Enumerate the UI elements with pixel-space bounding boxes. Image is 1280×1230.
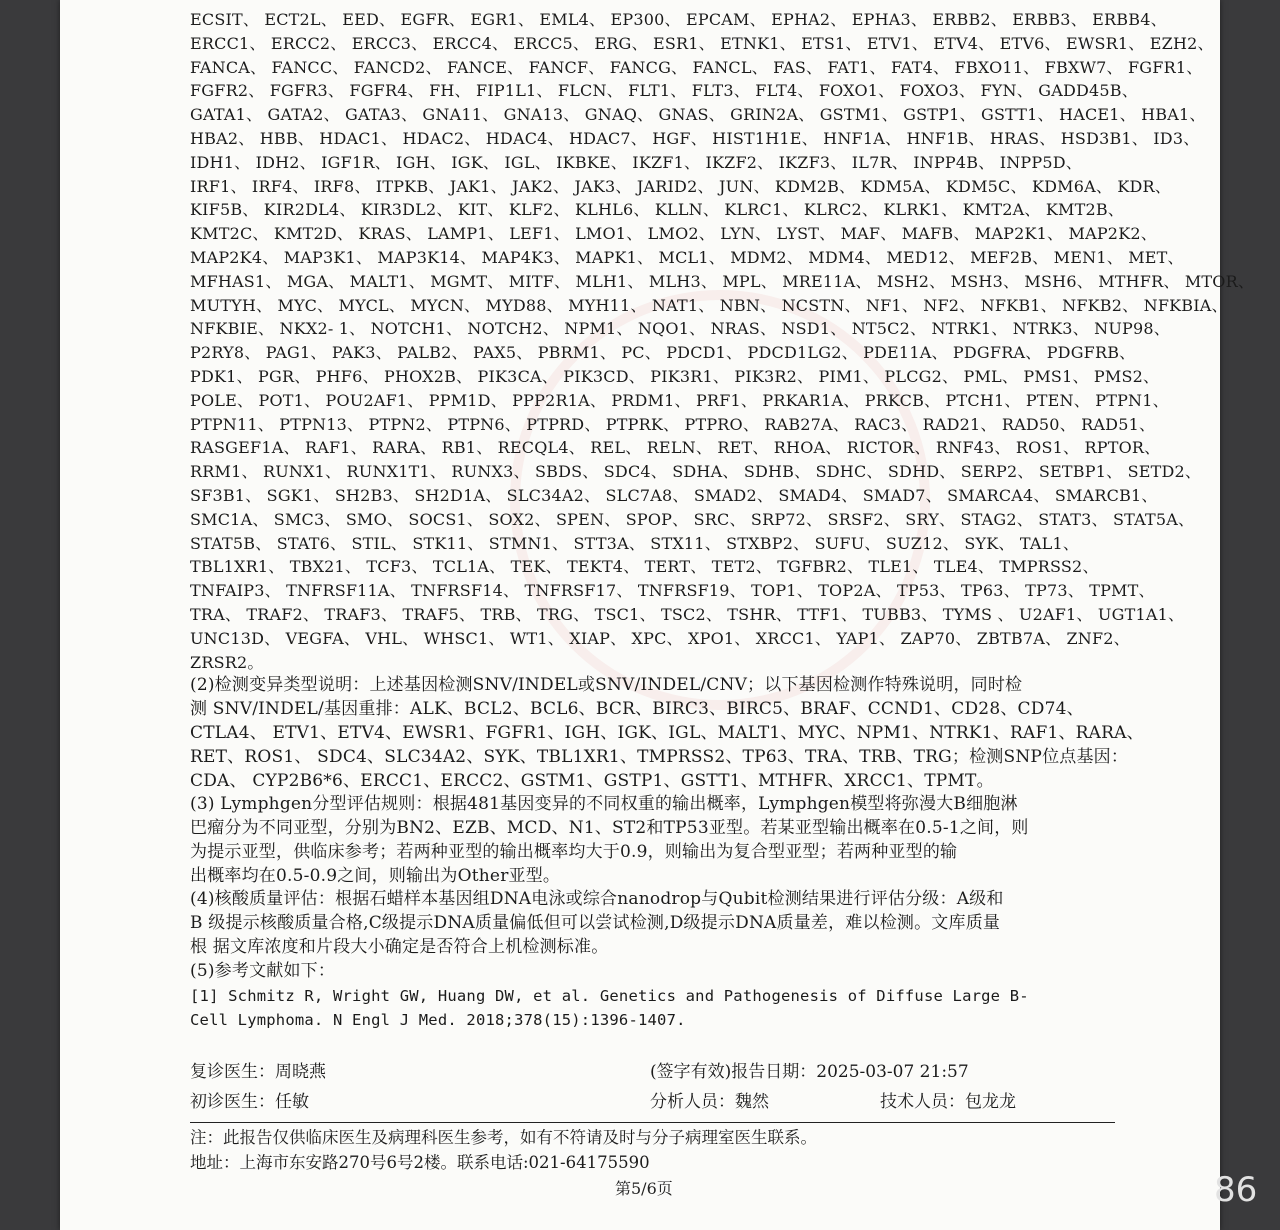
note-line: 为提示亚型，供临床参考；若两种亚型的输出概率均大于0.9，则输出为复合型亚型；若两种亚型的输 (190, 841, 958, 862)
note-line: (3) Lymphgen分型评估规则：根据481基因变异的不同权重的输出概率，Lymphgen模型将弥漫大B细胞淋 (190, 794, 1018, 815)
note-line: 测 SNV/INDEL/基因重排：ALK、BCL2、BCL6、BCR、BIRC3、BIRC5、BRAF、CCND1、CD28、CD74、 (190, 699, 1084, 720)
note-line: (2)检测变异类型说明：上述基因检测SNV/INDEL或SNV/INDEL/CNV；以下基因检测作特殊说明，同时检 (190, 675, 1023, 696)
gene-list-line: MAP2K4、 MAP3K1、 MAP3K14、 MAP4K3、 MAPK1、 MCL1、 MDM2、 MDM4、 MED12、 MEF2B、 MEN1、 MET、 (190, 247, 1184, 267)
page-footer (190, 1125, 1110, 1175)
footer-divider (190, 1122, 1115, 1123)
note-line: CTLA4、 ETV1、ETV4、EWSR1、FGFR1、IGH、IGK、IGL、MALT1、MYC、NPM1、NTRK1、RAF1、RARA、 (190, 722, 1144, 743)
note-line: RET、ROS1、 SDC4、SLC34A2、SYK、TBL1XR1、TMPRSS2、TP63、TRA、TRB、TRG；检测SNP位点基因： (190, 746, 1129, 767)
gene-list-line: NFKBIE、 NKX2- 1、 NOTCH1、 NOTCH2、 NPM1、 NQO1、 NRAS、 NSD1、 NT5C2、 NTRK1、 NTRK3、 NUP98、 (190, 319, 1170, 339)
side-counter: 86 (1214, 1170, 1258, 1210)
report-body (190, 8, 1255, 1032)
gene-list (190, 8, 1255, 674)
review-doctor: 复诊医生：周晓燕 (190, 1062, 326, 1082)
gene-list-line: POLE、 POT1、 POU2AF1、 PPM1D、 PPP2R1A、 PRDM1、 PRF1、 PRKAR1A、 PRKCB、 PTCH1、 PTEN、 PTPN1、 (190, 390, 1169, 410)
gene-list-line: PDK1、 PGR、 PHF6、 PHOX2B、 PIK3CA、 PIK3CD、 PIK3R1、 PIK3R2、 PIM1、 PLCG2、 PML、 PMS1、 PMS2、 (190, 366, 1160, 386)
gene-list-line: KMT2C、 KMT2D、 KRAS、 LAMP1、 LEF1、 LMO1、 LMO2、 LYN、 LYST、 MAF、 MAFB、 MAP2K1、 MAP2K2、 (190, 224, 1157, 244)
gene-list-line: SF3B1、 SGK1、 SH2B3、 SH2D1A、 SLC34A2、 SLC7A8、 SMAD2、 SMAD4、 SMAD7、 SMARCA4、 SMARCB1、 (190, 485, 1158, 505)
gene-list-line: MFHAS1、 MGA、 MALT1、 MGMT、 MITF、 MLH1、 MLH3、 MPL、 MRE11A、 MSH2、 MSH3、 MSH6、 MTHFR、 MTOR、 (190, 271, 1255, 291)
report-date: (签字有效)报告日期：2025-03-07 21:57 (650, 1062, 969, 1082)
gene-list-line: UNC13D、 VEGFA、 VHL、 WHSC1、 WT1、 XIAP、 XPC、 XPO1、 XRCC1、 YAP1、 ZAP70、 ZBTB7A、 ZNF2、 (190, 628, 1130, 648)
note-line: 出概率均在0.5-0.9之间，则输出为Other亚型。 (190, 865, 561, 886)
gene-list-line: RRM1、 RUNX1、 RUNX1T1、 RUNX3、 SBDS、 SDC4、 SDHA、 SDHB、 SDHC、 SDHD、 SERP2、 SETBP1、 SETD2、 (190, 462, 1202, 482)
gene-list-line: MUTYH、 MYC、 MYCL、 MYCN、 MYD88、 MYH11、 NAT1、 NBN、 NCSTN、 NF1、 NF2、 NFKB1、 NFKB2、 NFKBIA、 (190, 295, 1228, 315)
gene-list-line: SMC1A、 SMC3、 SMO、 SOCS1、 SOX2、 SPEN、 SPOP、 SRC、 SRP72、 SRSF2、 SRY、 STAG2、 STAT3、 STAT5A、 (190, 509, 1195, 529)
note-line: (5)参考文献如下： (190, 960, 336, 981)
gene-list-line: PTPN11、 PTPN13、 PTPN2、 PTPN6、 PTPRD、 PTPRK、 PTPRO、 RAB27A、 RAC3、 RAD21、 RAD50、 RAD51、 (190, 414, 1156, 434)
references (190, 984, 1110, 1032)
gene-list-line: IRF1、 IRF4、 IRF8、 ITPKB、 JAK1、 JAK2、 JAK3、 JARID2、 JUN、 KDM2B、 KDM5A、 KDM5C、 KDM6A、 KDR、 (190, 176, 1171, 196)
gene-list-line: IDH1、 IDH2、 IGF1R、 IGH、 IGK、 IGL、 IKBKE、 IKZF1、 IKZF2、 IKZF3、 IL7R、 INPP4B、 INPP5D、 (190, 152, 1082, 172)
gene-list-line: FANCA、 FANCC、 FANCD2、 FANCE、 FANCF、 FANCG、 FANCL、 FAS、 FAT1、 FAT4、 FBXO11、 FBXW7、 FGFR1、 (190, 57, 1203, 77)
gene-list-line: RASGEF1A、 RAF1、 RARA、 RB1、 RECQL4、 REL、 RELN、 RET、 RHOA、 RICTOR、 RNF43、 ROS1、 RPTOR、 (190, 438, 1161, 458)
detection-notes (190, 674, 1144, 983)
analyst: 分析人员：魏然 (650, 1092, 769, 1112)
gene-list-line: TRA、 TRAF2、 TRAF3、 TRAF5、 TRB、 TRG、 TSC1、 TSC2、 TSHR、 TTF1、 TUBB3、 TYMS 、 U2AF1、 UGT1A1、 (190, 604, 1185, 624)
footer-address: 地址：上海市东安路270号6号2楼。联系电话:021-64175590 (190, 1153, 650, 1172)
signature-block (190, 1058, 1110, 1118)
gene-list-line: TBL1XR1、 TBX21、 TCF3、 TCL1A、 TEK、 TEKT4、 TERT、 TET2、 TGFBR2、 TLE1、 TLE4、 TMPRSS2、 (190, 557, 1099, 577)
note-line: CDA、 CYP2B6*6、ERCC1、ERCC2、GSTM1、GSTP1、GSTT1、MTHFR、XRCC1、TPMT。 (190, 770, 994, 791)
gene-list-line: HBA2、 HBB、 HDAC1、 HDAC2、 HDAC4、 HDAC7、 HGF、 HIST1H1E、 HNF1A、 HNF1B、 HRAS、 HSD3B1、 ID3、 (190, 128, 1200, 148)
footer-note: 注：此报告仅供临床医生及病理科医生参考，如有不符请及时与分子病理室医生联系。 (190, 1128, 817, 1147)
reference-line: Cell Lymphoma. N Engl J Med. 2018;378(15):1396-1407. (190, 1010, 686, 1029)
gene-list-line: TNFAIP3、 TNFRSF11A、 TNFRSF14、 TNFRSF17、 TNFRSF19、 TOP1、 TOP2A、 TP53、 TP63、 TP73、 TPMT、 (190, 581, 1155, 601)
gene-list-line: FGFR2、 FGFR3、 FGFR4、 FH、 FIP1L1、 FLCN、 FLT1、 FLT3、 FLT4、 FOXO1、 FOXO3、 FYN、 GADD45B、 (190, 81, 1138, 101)
note-line: 巴瘤分为不同亚型，分别为BN2、EZB、MCD、N1、ST2和TP53亚型。若某亚型输出概率在0.5-1之间，则 (190, 818, 1029, 839)
gene-list-line: P2RY8、 PAG1、 PAK3、 PALB2、 PAX5、 PBRM1、 PC、 PDCD1、 PDCD1LG2、 PDE11A、 PDGFRA、 PDGFRB、 (190, 343, 1136, 363)
note-line: B 级提示核酸质量合格,C级提示DNA质量偏低但可以尝试检测,D级提示DNA质量差，难以检测。文库质量 (190, 913, 1001, 934)
page-number: 第5/6页 (615, 1179, 673, 1198)
gene-list-line: KIF5B、 KIR2DL4、 KIR3DL2、 KIT、 KLF2、 KLHL6、 KLLN、 KLRC1、 KLRC2、 KLRK1、 KMT2A、 KMT2B、 (190, 200, 1125, 220)
gene-list-line: ECSIT、 ECT2L、 EED、 EGFR、 EGR1、 EML4、 EP300、 EPCAM、 EPHA2、 EPHA3、 ERBB2、 ERBB3、 ERBB4、 (190, 10, 1167, 29)
note-line: (4)核酸质量评估：根据石蜡样本基因组DNA电泳或综合nanodrop与Qubit检测结果进行评估分级：A级和 (190, 889, 1004, 910)
technician: 技术人员：包龙龙 (880, 1092, 1016, 1112)
note-line: 根 据文库浓度和片段大小确定是否符合上机检测标准。 (190, 937, 609, 958)
initial-doctor: 初诊医生：任敏 (190, 1092, 309, 1112)
gene-list-line: GATA1、 GATA2、 GATA3、 GNA11、 GNA13、 GNAQ、 GNAS、 GRIN2A、 GSTM1、 GSTP1、 GSTT1、 HACE1、 HBA1、 (190, 105, 1206, 125)
gene-list-line: STAT5B、 STAT6、 STIL、 STK11、 STMN1、 STT3A、 STX11、 STXBP2、 SUFU、 SUZ12、 SYK、 TAL1、 (190, 533, 1080, 553)
reference-line: [1] Schmitz R, Wright GW, Huang DW, et al. Genetics and Pathogenesis of Diffuse Large B- (190, 986, 1029, 1005)
gene-list-line: ERCC1、 ERCC2、 ERCC3、 ERCC4、 ERCC5、 ERG、 ESR1、 ETNK1、 ETS1、 ETV1、 ETV4、 ETV6、 EWSR1、 EZH2、 (190, 33, 1214, 53)
gene-list-line: ZRSR2。 (190, 652, 264, 672)
